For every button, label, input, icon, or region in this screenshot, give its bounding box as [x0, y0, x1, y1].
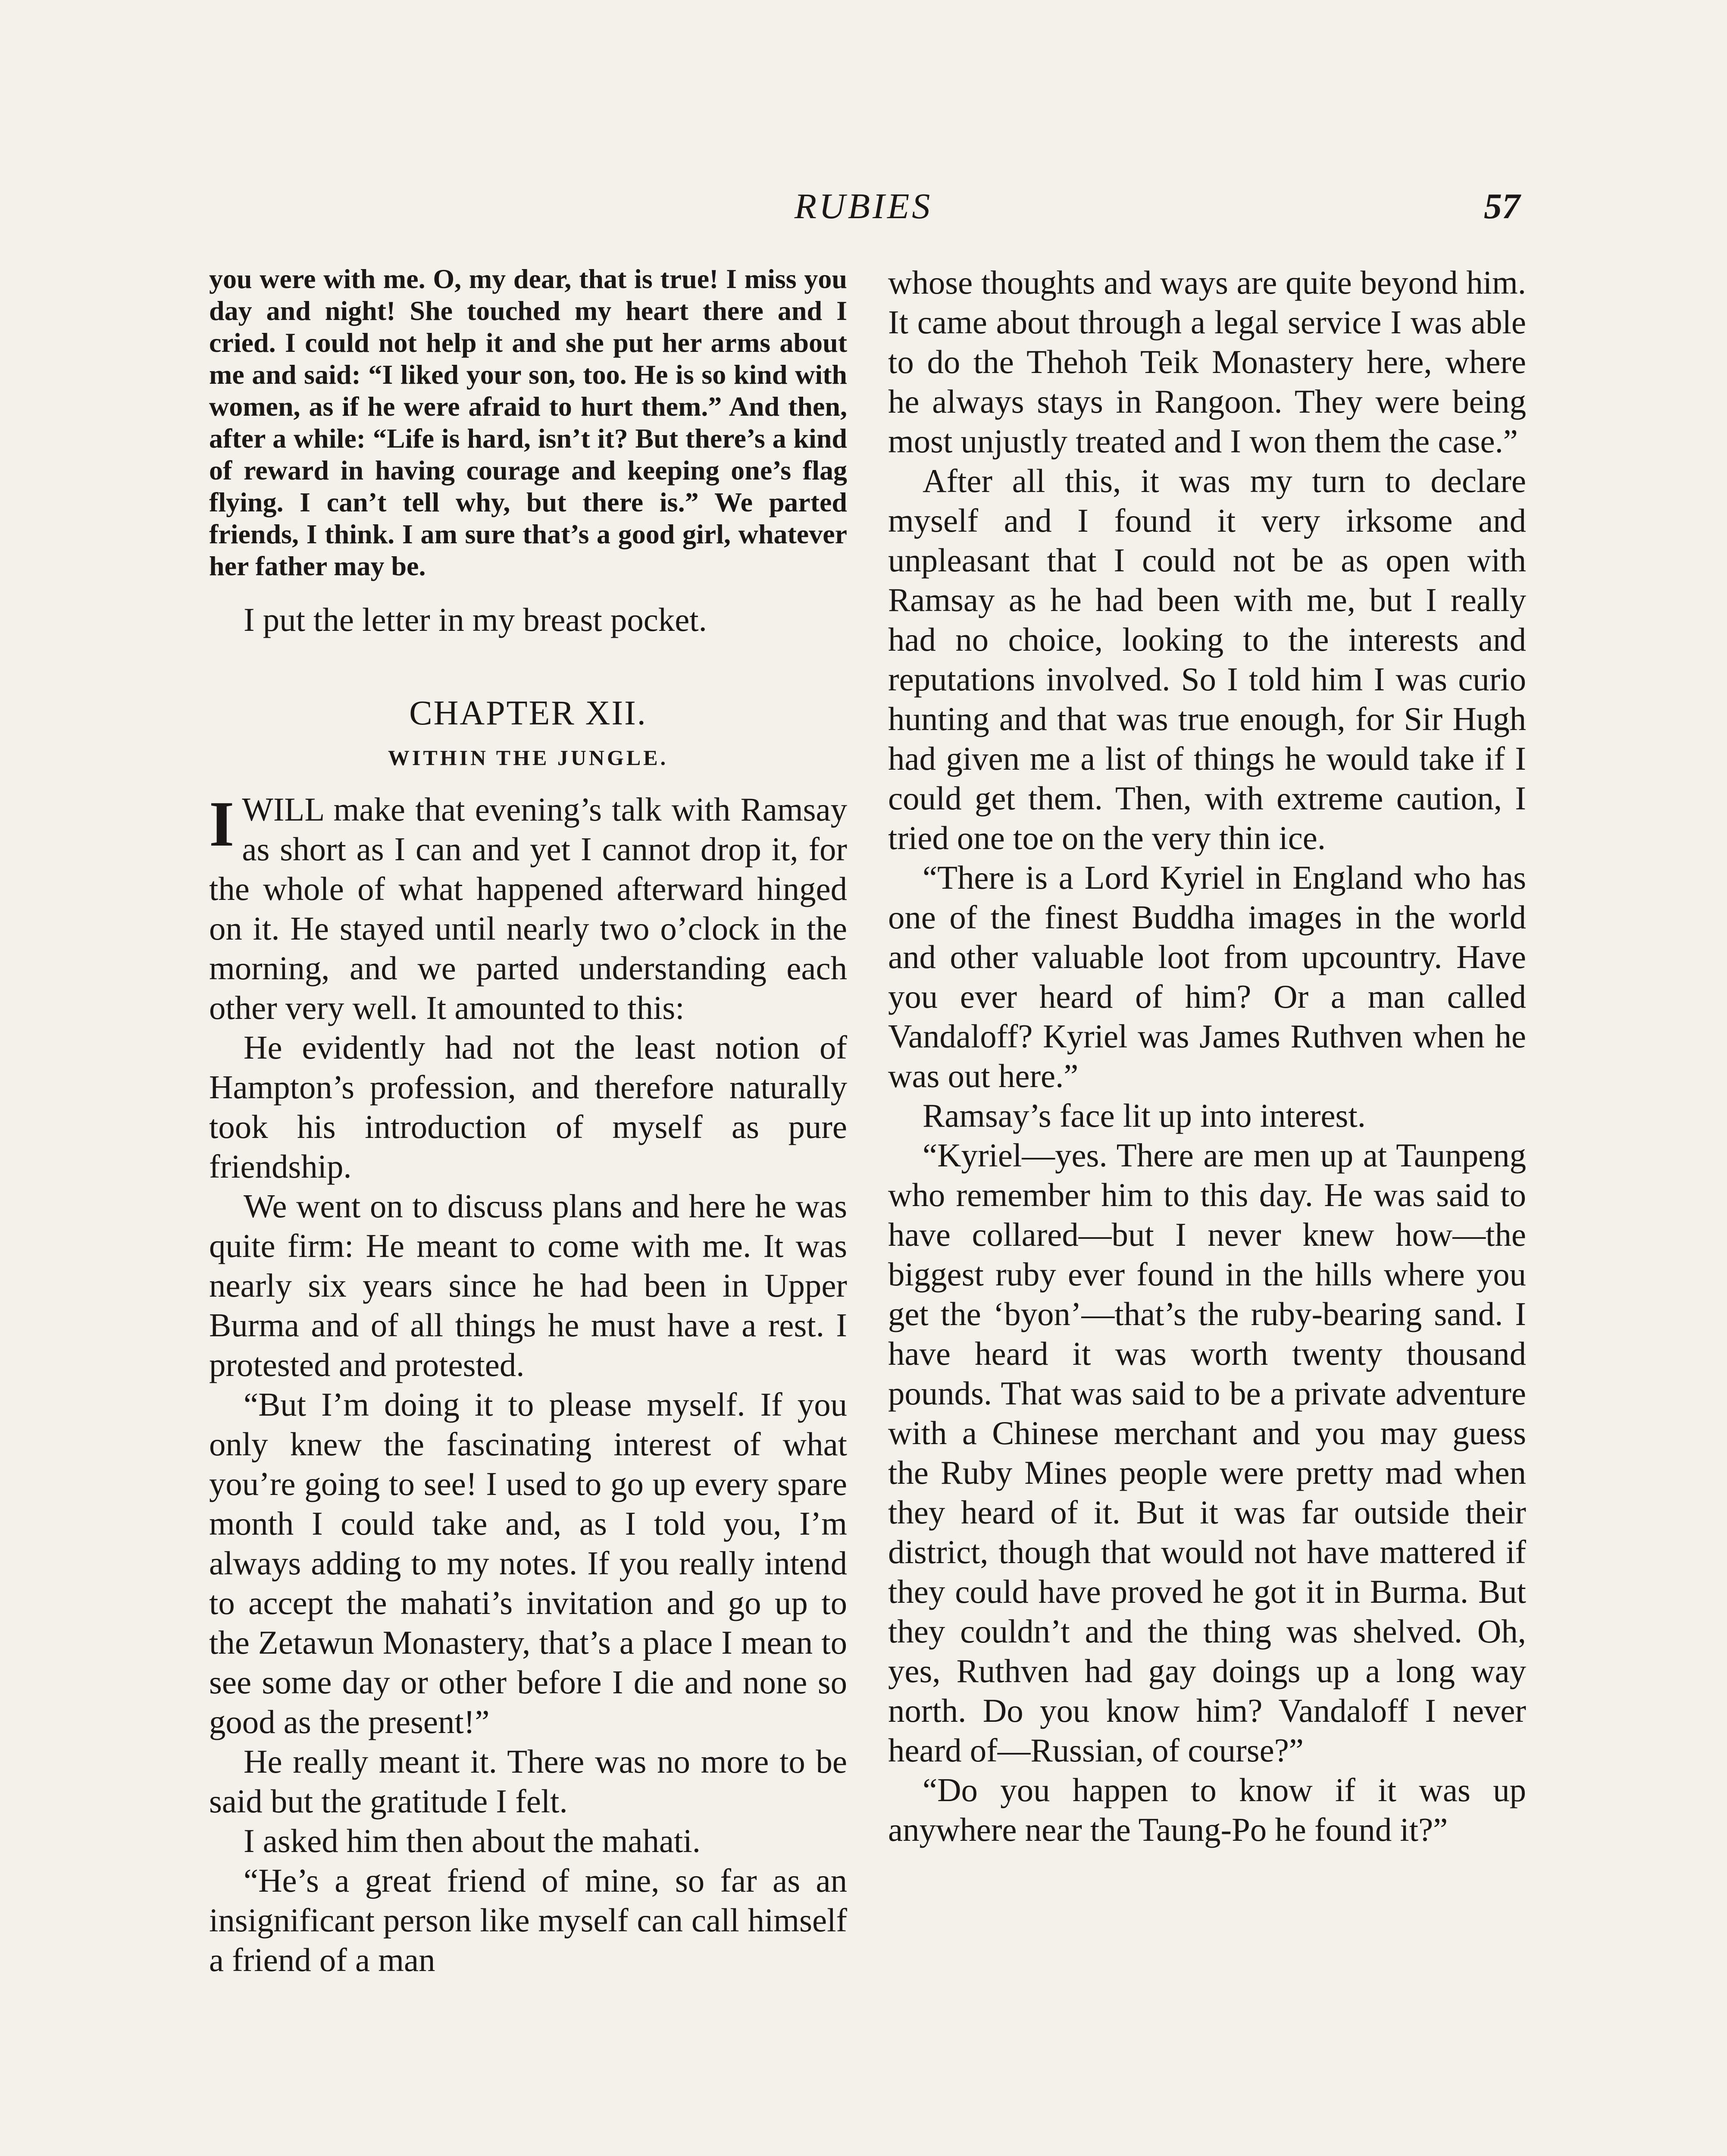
paragraph: “Kyriel—yes. There are men up at Taunpeng who remember him to this day. He was said to have collared—but I never knew how—the biggest ruby ever found in the hills where you get the ‘byon’—that’s the ruby-bearing sand. I have heard it was worth twenty thousand pounds. That was said to be a private adventure with a Chinese merchant and you may guess the Ruby Mines people were pretty mad when they heard of it. But it was far outside their district, though that would not have mattered if they could have proved he got it in Burma. But they couldn’t and the thing was shelved. Oh, yes, Ruthven had gay doings up a long way north. Do you know him? Vandaloff I never heard of—Russian, of course?” [888, 1137, 1526, 1769]
page-number: 57 [1484, 186, 1520, 226]
paragraph: “He’s a great friend of mine, so far as an insignificant person like myself can call himself a friend of a man [209, 1862, 847, 1978]
letter-excerpt: you were with me. O, my dear, that is true! I miss you day and night! She touched my heart there and I cried. I could not help it and she put her arms about me and said: “I liked your son, too. He is so kind with women, as if he were afraid to hurt them.” And then, after a while: “Life is hard, isn’t it? But there’s a kind of reward in having courage and keeping one’s flag flying. I can’t tell why, but there is.” We parted friends, I think. I am sure that’s a good girl, whatever her father may be. [209, 263, 847, 581]
paragraph: “There is a Lord Kyriel in England who has one of the finest Buddha images in the world and other valuable loot from upcountry. Have you ever heard of him? Or a man called Vandaloff? Kyriel was James Ruthven when he was out here.” [888, 859, 1526, 1094]
paragraph: “But I’m doing it to please myself. If you only knew the fascinating interest of what you’re going to see! I used to go up every spare month I could take and, as I told you, I’m always adding to my notes. If you really intend to accept the mahati’s invitation and go up to the Zetawun Monastery, that’s a place I mean to see some day or other before I die and none so good as the present!” [209, 1386, 847, 1740]
paragraph: I asked him then about the mahati. [244, 1823, 701, 1859]
paragraph: He evidently had not the least notion of Hampton’s profession, and therefore naturally took his introduction of myself as pure friendship. [209, 1029, 847, 1185]
closing-line: I put the letter in my breast pocket. [244, 602, 707, 638]
paragraph-text: WILL make that evening’s talk with Ramsay as short as I can and yet I cannot drop it, for the whole of what happened afterward hinged on it. He stayed until nearly two o’clock in the morning, and we parted understanding each other very well. It amounted to this: [209, 791, 847, 1026]
chapter-subtitle: WITHIN THE JUNGLE. [388, 746, 669, 770]
paragraph: We went on to discuss plans and here he was quite firm: He meant to come with me. It was nearly six years since he had been in Upper Burma and of all things he must have a rest. I protested and protested. [209, 1188, 847, 1383]
right-column [888, 263, 1526, 1850]
left-column [209, 263, 847, 1980]
paragraph: Ramsay’s face lit up into interest. [923, 1097, 1366, 1134]
running-title: RUBIES [794, 186, 933, 226]
paragraph: After all this, it was my turn to declare myself and I found it very irksome and unpleasant that I could not be as open with Ramsay as he had been with me, but I really had no choice, looking to the interests and reputations involved. So I told him I was curio hunting and that was true enough, for Sir Hugh had given me a list of things he would take if I could get them. Then, with extreme caution, I tried one toe on the very thin ice. [888, 463, 1526, 856]
running-head [0, 185, 1727, 233]
drop-cap: I [209, 788, 235, 860]
paragraph: whose thoughts and ways are quite beyond him. It came about through a legal service I was able to do the Thehoh Teik Monastery here, where he always stays in Rangoon. They were being most unjustly treated and I won them the case.” [888, 264, 1526, 460]
paragraph: He really meant it. There was no more to be said but the gratitude I felt. [209, 1743, 847, 1820]
paragraph [209, 790, 847, 1028]
paragraph: “Do you happen to know if it was up anywhere near the Taung-Po he found it?” [888, 1772, 1526, 1848]
chapter-heading: CHAPTER XII. [409, 694, 647, 732]
